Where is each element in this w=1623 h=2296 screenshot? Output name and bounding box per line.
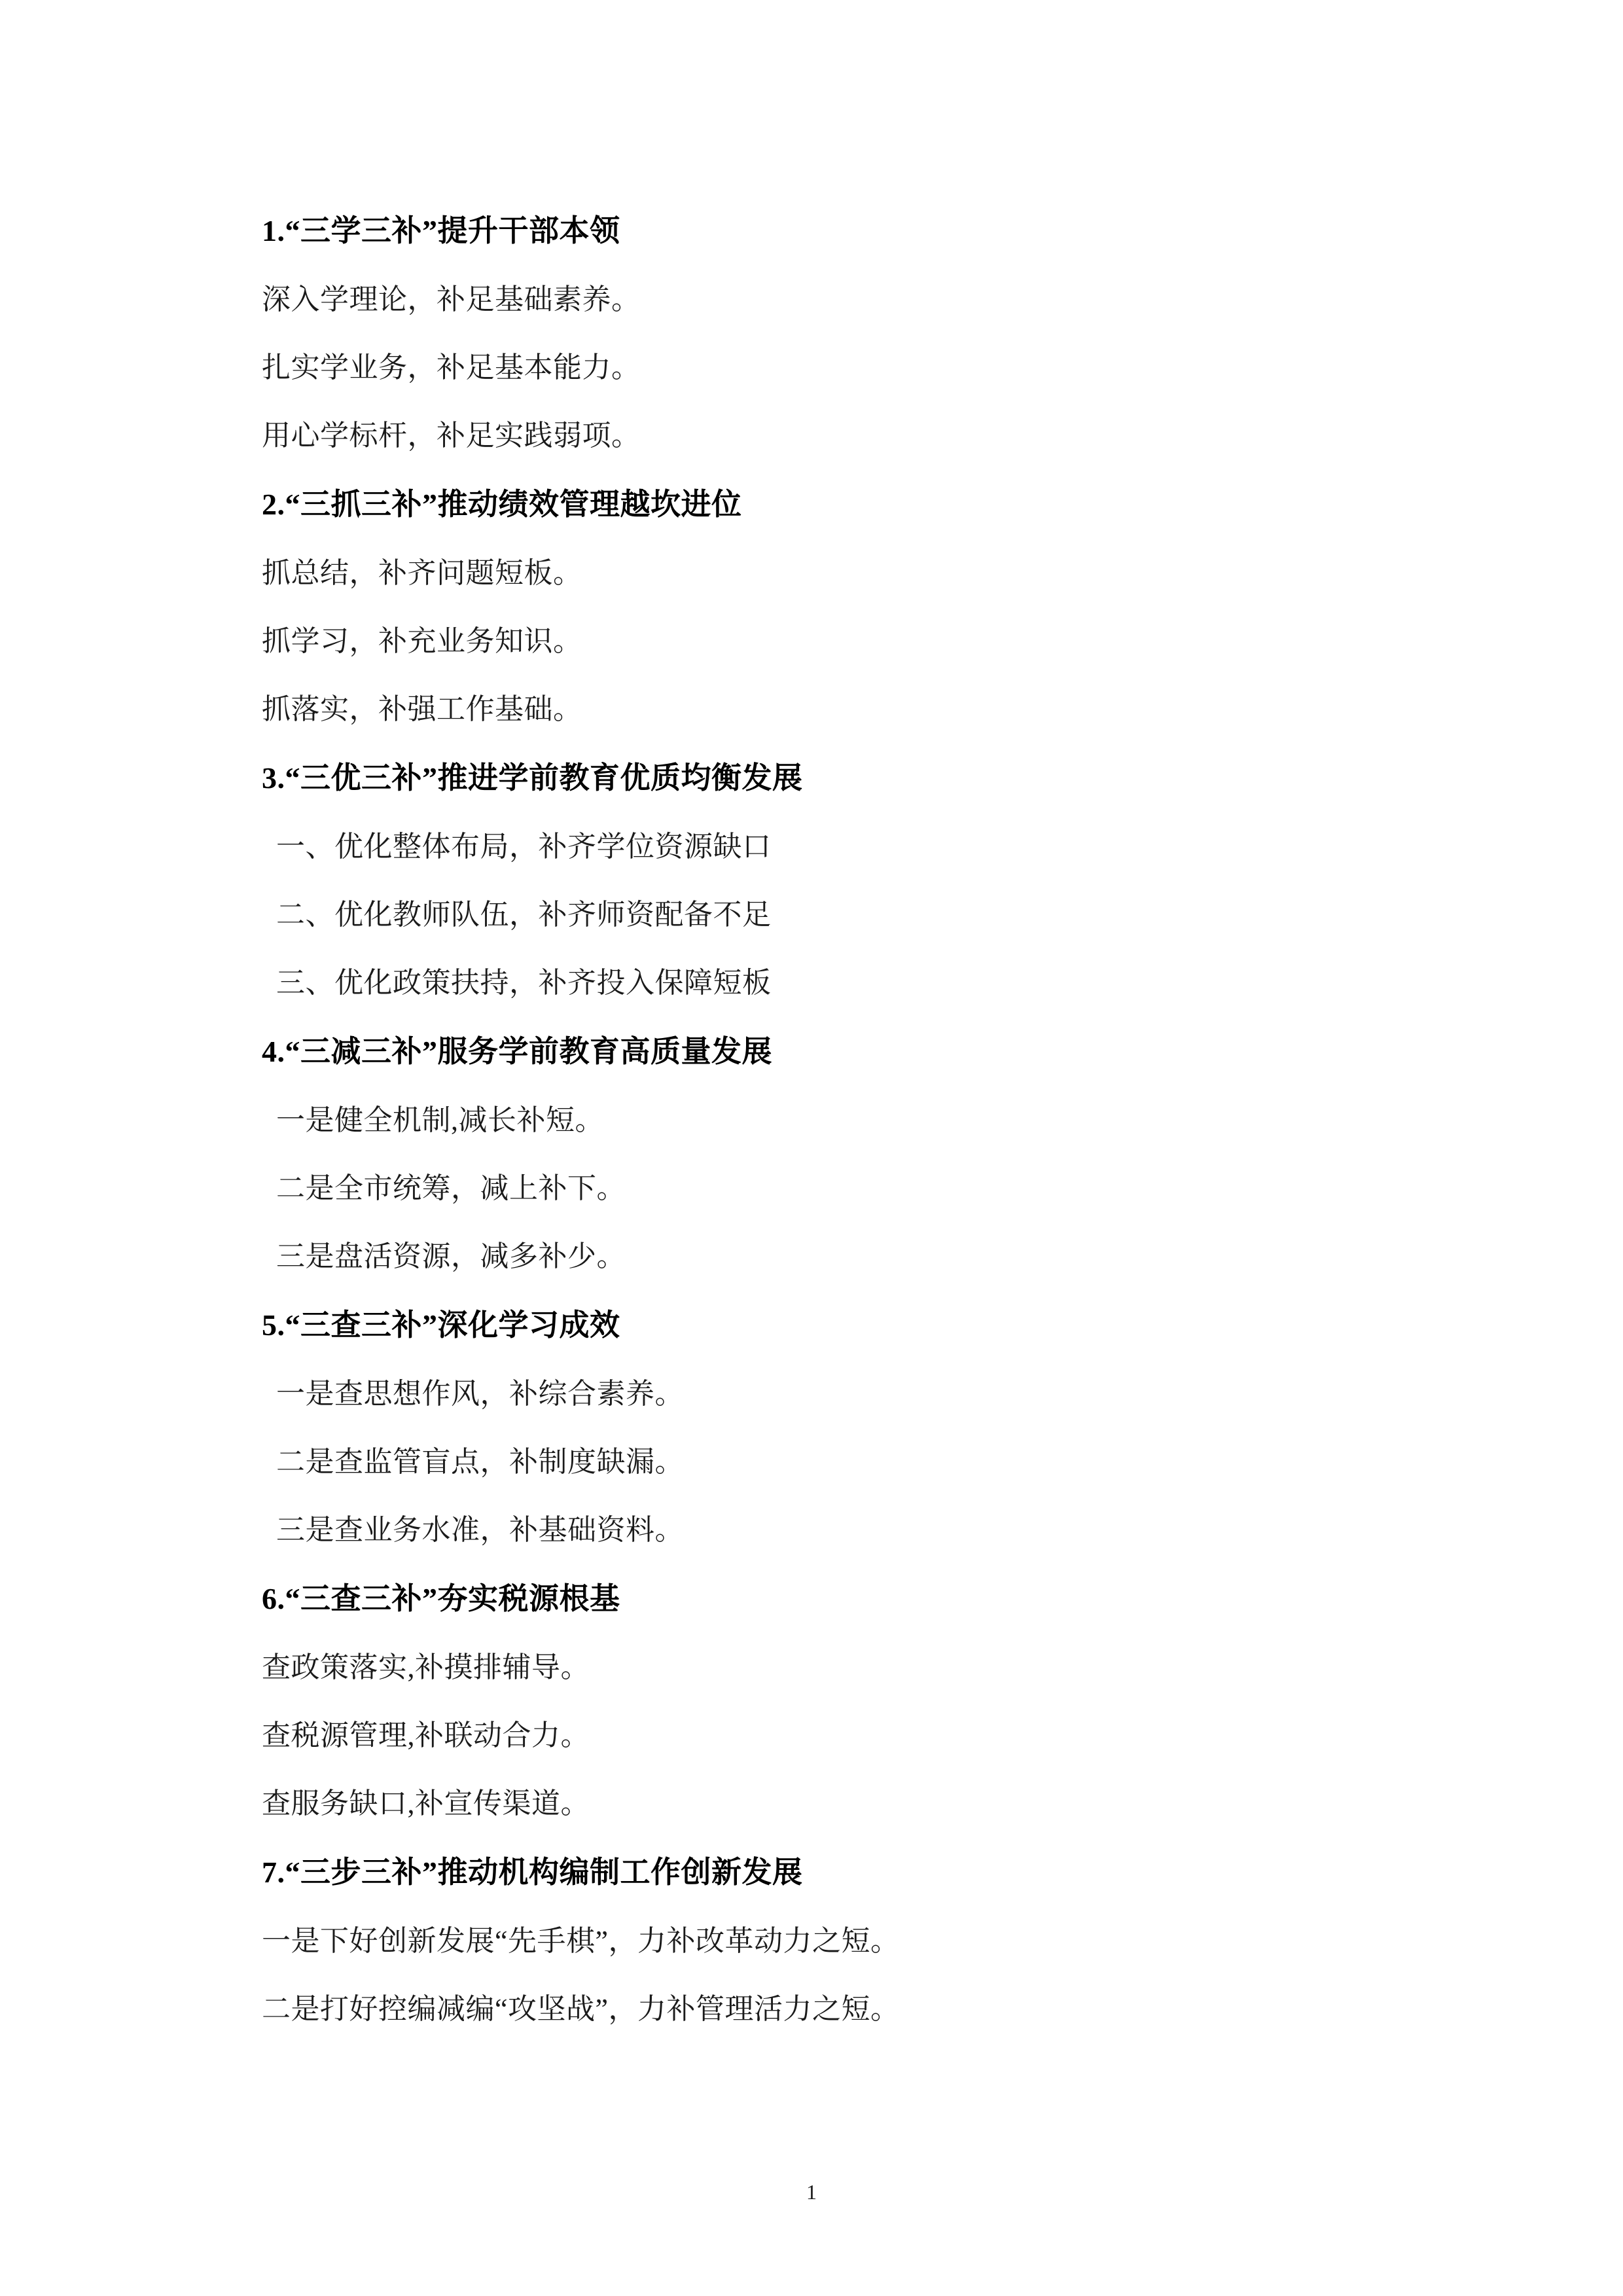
section-heading: 5.“三查三补”深化学习成效 (262, 1308, 620, 1342)
document-section (262, 1564, 1374, 1838)
section-paragraph: 查税源管理,补联动合力。 (262, 1719, 590, 1751)
document-section (262, 196, 1374, 470)
page-number: 1 (806, 2180, 817, 2204)
section-paragraph: 二是查监管盲点，补制度缺漏。 (276, 1446, 684, 1478)
section-paragraph: 三、优化政策扶持，补齐投入保障短板 (276, 967, 772, 999)
section-heading: 1.“三学三补”提升干部本领 (262, 214, 620, 247)
section-paragraph: 一是健全机制,减长补短。 (276, 1104, 604, 1136)
section-paragraph: 抓总结，补齐问题短板。 (262, 557, 582, 589)
section-paragraph: 深入学理论，补足基础素养。 (262, 283, 641, 315)
section-heading: 7.“三步三补”推动机构编制工作创新发展 (262, 1856, 803, 1889)
section-heading: 4.“三减三补”服务学前教育高质量发展 (262, 1035, 772, 1068)
section-paragraph: 查政策落实,补摸排辅导。 (262, 1651, 590, 1683)
section-paragraph: 查服务缺口,补宣传渠道。 (262, 1787, 590, 1820)
section-paragraph: 一是查思想作风，补综合素养。 (276, 1378, 684, 1410)
document-section (262, 1838, 1374, 2043)
section-paragraph: 三是盘活资源，减多补少。 (276, 1240, 626, 1272)
section-heading: 6.“三查三补”夯实税源根基 (262, 1582, 620, 1615)
section-paragraph: 二是全市统筹，减上补下。 (276, 1172, 626, 1204)
section-paragraph: 扎实学业务，补足基本能力。 (262, 351, 641, 384)
section-paragraph: 二、优化教师队伍，补齐师资配备不足 (276, 899, 772, 931)
section-heading: 3.“三优三补”推进学前教育优质均衡发展 (262, 761, 803, 795)
document-section (262, 744, 1374, 1017)
section-paragraph: 抓学习，补充业务知识。 (262, 625, 582, 657)
section-paragraph: 三是查业务水准，补基础资料。 (276, 1514, 684, 1546)
section-paragraph: 二是打好控编减编“攻坚战”，力补管理活力之短。 (262, 1993, 900, 2025)
section-paragraph: 用心学标杆，补足实践弱项。 (262, 420, 641, 452)
document-section (262, 1017, 1374, 1291)
section-paragraph: 一、优化整体布局，补齐学位资源缺口 (276, 831, 772, 863)
document-body (262, 196, 1374, 2043)
section-paragraph: 抓落实，补强工作基础。 (262, 693, 582, 725)
document-section (262, 1291, 1374, 1564)
document-section (262, 470, 1374, 744)
section-heading: 2.“三抓三补”推动绩效管理越坎进位 (262, 488, 742, 521)
section-paragraph: 一是下好创新发展“先手棋”，力补改革动力之短。 (262, 1925, 900, 1957)
